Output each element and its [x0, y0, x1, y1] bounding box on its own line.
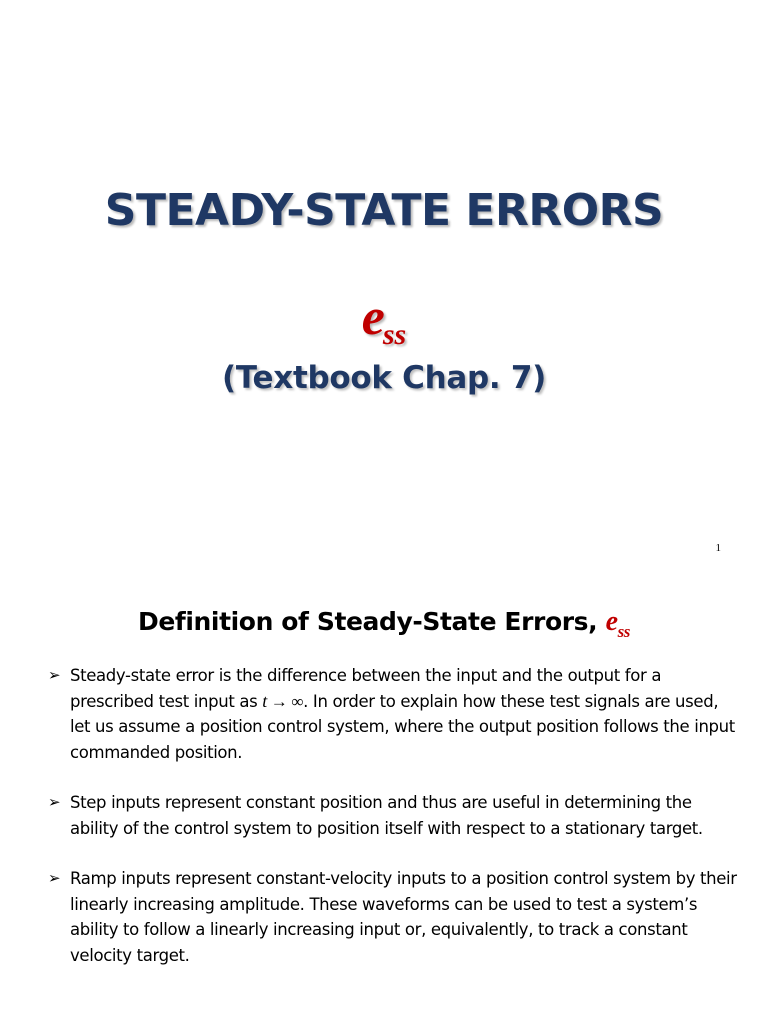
section-heading-text: Definition of Steady-State Errors, — [137, 607, 598, 636]
bullet-text: Ramp inputs represent constant-velocity inputs to a position control system by their linearly increasing amplitude. These waveforms can be used to test a system’s ability to follow a linearly increasing input or, equivalently, to track a constant velocity target. — [70, 869, 737, 965]
bullet-text-part: Steady-state error is the difference between the input and the output for a prescribed test input as — [70, 666, 662, 711]
ess-symbol-main: e — [361, 289, 385, 346]
heading-ess-main: e — [605, 606, 618, 637]
arrow-bullet-icon: ➢ — [48, 666, 61, 684]
slide-subtitle: (Textbook Chap. 7) — [221, 360, 547, 396]
ess-symbol-subscript: ss — [382, 318, 407, 351]
bullet-item-step-inputs — [48, 790, 738, 841]
page-number: 1 — [715, 542, 721, 554]
heading-ess-subscript: ss — [617, 622, 631, 641]
bullet-item-ramp-inputs — [48, 866, 738, 968]
math-variable-t: t — [262, 690, 267, 711]
bullet-item-definition — [48, 663, 738, 765]
bullet-text-part: . In order to explain how these test signals are used, let us assume a position control system, where the output position follows the input commanded position. — [70, 691, 735, 762]
arrow-bullet-icon: ➢ — [48, 793, 61, 811]
section-heading — [0, 606, 768, 641]
math-arrow-infinity: → ∞ — [266, 691, 304, 711]
heading-ess-symbol — [605, 606, 631, 641]
ess-symbol — [0, 288, 768, 351]
arrow-bullet-icon: ➢ — [48, 869, 61, 887]
bullet-list — [48, 663, 738, 993]
bullet-text: Step inputs represent constant position and thus are useful in determining the ability of the control system to position itself with respect to a stationary target. — [70, 793, 703, 838]
slide-title: STEADY-STATE ERRORS — [104, 185, 664, 236]
